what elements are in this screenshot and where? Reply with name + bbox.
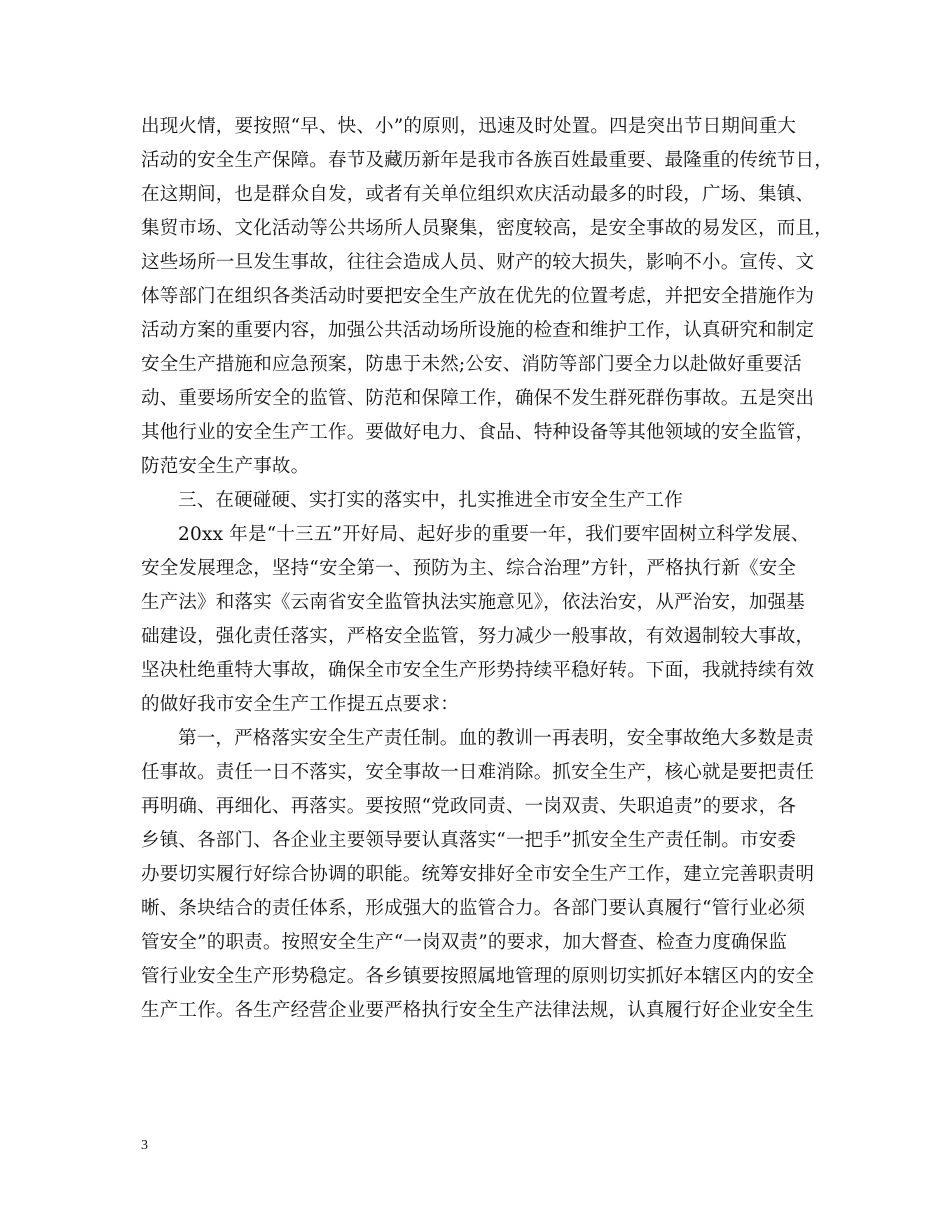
text-line: 20xx 年是“十三五”开好局、起好步的重要一年，我们要牢固树立科学发展、	[178, 524, 810, 545]
text-line: 的做好我市安全生产工作提五点要求：	[141, 694, 459, 715]
text-line: 其他行业的安全生产工作。要做好电力、食品、特种设备等其他领域的安全监管，	[141, 422, 815, 443]
text-line: 坚决杜绝重特大事故，确保全市安全生产形势持续平稳好转。下面，我就持续有效	[141, 660, 815, 681]
text-line: 动、重要场所安全的监管、防范和保障工作，确保不发生群死群伤事故。五是突出	[141, 388, 815, 409]
text-line: 活动方案的重要内容，加强公共活动场所设施的检查和维护工作，认真研究和制定	[141, 320, 815, 341]
text-line: 管安全”的职责。按照安全生产“一岗双责”的要求，加大督查、检查力度确保监	[141, 932, 788, 953]
text-line: 防范安全生产事故。	[141, 456, 310, 477]
text-line: 在这期间，也是群众自发，或者有关单位组织欢庆活动最多的时段，广场、集镇、	[141, 184, 815, 205]
text-line: 出现火情，要按照“早、快、小”的原则，迅速及时处置。四是突出节日期间重大	[141, 116, 797, 137]
text-line: 晰、条块结合的责任体系，形成强大的监管合力。各部门要认真履行“管行业必须	[141, 898, 806, 919]
text-line: 体等部门在组织各类活动时要把安全生产放在优先的位置考虑，并把安全措施作为	[141, 286, 815, 307]
section-heading: 三、在硬碰硬、实打实的落实中，扎实推进全市安全生产工作	[178, 490, 683, 511]
text-line: 集贸市场、文化活动等公共场所人员聚集，密度较高，是安全事故的易发区，而且，	[141, 218, 833, 239]
text-line: 管行业安全生产形势稳定。各乡镇要按照属地管理的原则切实抓好本辖区内的安全	[141, 966, 815, 987]
text-line: 活动的安全生产保障。春节及藏历新年是我市各族百姓最重要、最隆重的传统节日，	[141, 150, 833, 171]
text-line: 生产工作。各生产经营企业要严格执行安全生产法律法规，认真履行好企业安全生	[141, 1000, 815, 1021]
text-line: 安全发展理念，坚持“安全第一、预防为主、综合治理”方针，严格执行新《安全	[141, 558, 797, 579]
text-line: 安全生产措施和应急预案，防患于未然;公安、消防等部门要全力以赴做好重要活	[141, 354, 802, 375]
page-number: 3	[141, 1138, 148, 1153]
text-line: 再明确、再细化、再落实。要按照“党政同责、一岗双责、失职追责”的要求，各	[141, 796, 797, 817]
text-line: 第一，严格落实安全生产责任制。血的教训一再表明，安全事故绝大多数是责	[178, 728, 814, 749]
text-line: 这些场所一旦发生事故，往往会造成人员、财产的较大损失，影响不小。宣传、文	[141, 252, 815, 273]
text-line: 任事故。责任一日不落实，安全事故一日难消除。抓安全生产，核心就是要把责任	[141, 762, 815, 783]
text-line: 办要切实履行好综合协调的职能。统筹安排好全市安全生产工作，建立完善职责明	[141, 864, 815, 885]
text-line: 乡镇、各部门、各企业主要领导要认真落实“一把手”抓安全生产责任制。市安委	[141, 830, 797, 851]
text-line: 础建设，强化责任落实，严格安全监管，努力减少一般事故，有效遏制较大事故，	[141, 626, 815, 647]
text-line: 生产法》和落实《云南省安全监管执法实施意见》，依法治安，从严治安，加强基	[141, 592, 805, 613]
